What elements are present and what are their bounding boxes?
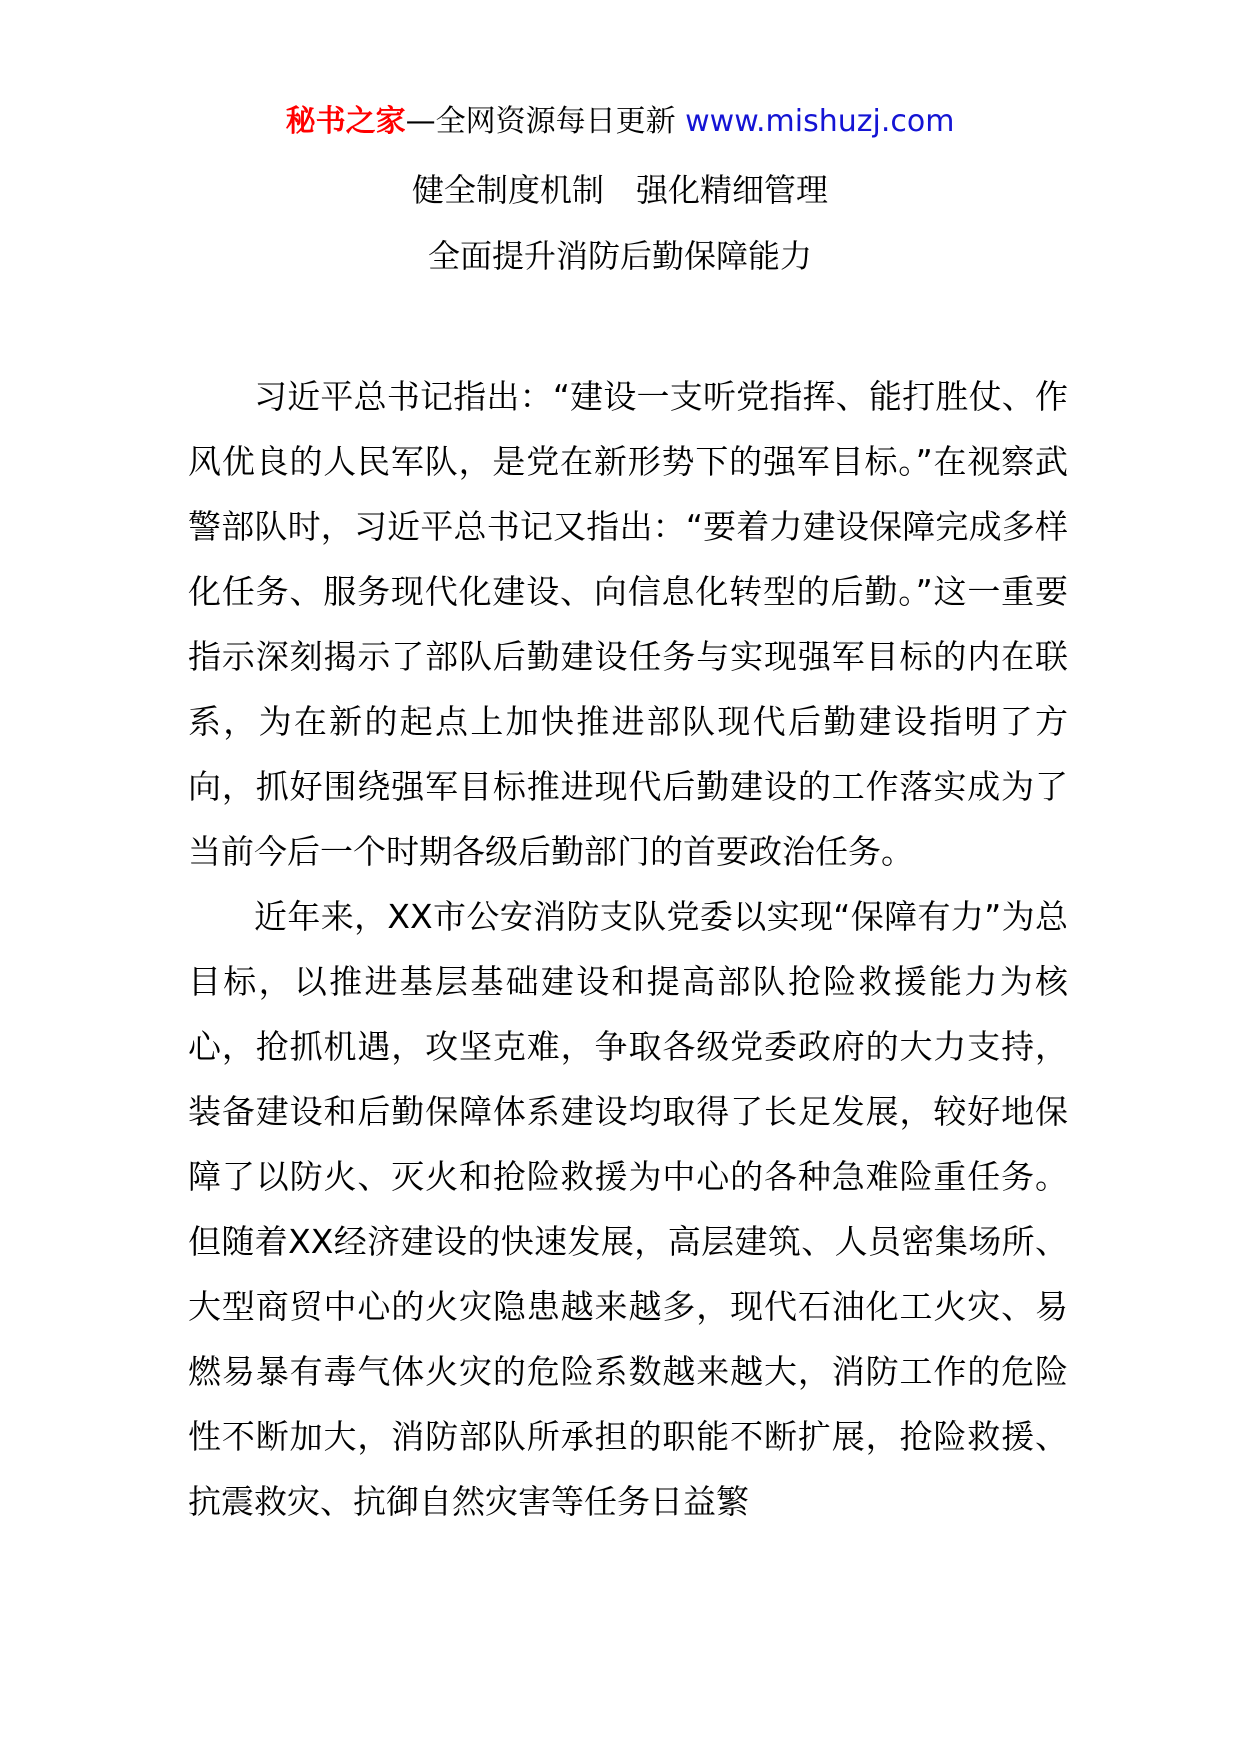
body-paragraph-1: 习近平总书记指出：“建设一支听党指挥、能打胜仗、作风优良的人民军队，是党在新形势下的强军目标。”在视察武警部队时，习近平总书记又指出：“要着力建设保障完成多样化任务、服务现代化建设、向信息化转型的后勤。”这一重要指示深刻揭示了部队后勤建设任务与实现强军目标的内在联系，为在新的起点上加快推进部队现代后勤建设指明了方向，抓好围绕强军目标推进现代后勤建设的工作落实成为了当前今后一个时期各级后勤部门的首要政治任务。 xyxy=(188,377,1068,871)
site-url-link[interactable]: www.mishuzj.com xyxy=(685,104,955,139)
brand-name: 秘书之家 xyxy=(285,104,406,139)
document-body xyxy=(188,364,1068,1534)
document-title-line-2: 全面提升消防后勤保障能力 xyxy=(427,237,812,275)
site-header xyxy=(0,100,1240,144)
header-slogan: —全网资源每日更新 xyxy=(405,104,686,139)
document-title-line-1: 健全制度机制 强化精细管理 xyxy=(411,171,828,209)
body-paragraph-2: 近年来，XX市公安消防支队党委以实现“保障有力”为总目标，以推进基层基础建设和提高部队抢险救援能力为核心，抢抓机遇，攻坚克难，争取各级党委政府的大力支持，装备建设和后勤保障体系建设均取得了长足发展，较好地保障了以防火、灭火和抢险救援为中心的各种急难险重任务。但随着XX经济建设的快速发展，高层建筑、人员密集场所、大型商贸中心的火灾隐患越来越多，现代石油化工火灾、易燃易暴有毒气体火灾的危险系数越来越大，消防工作的危险性不断加大，消防部队所承担的职能不断扩展，抢险救援、抗震救灾、抗御自然灾害等任务日益繁 xyxy=(188,897,1068,1521)
